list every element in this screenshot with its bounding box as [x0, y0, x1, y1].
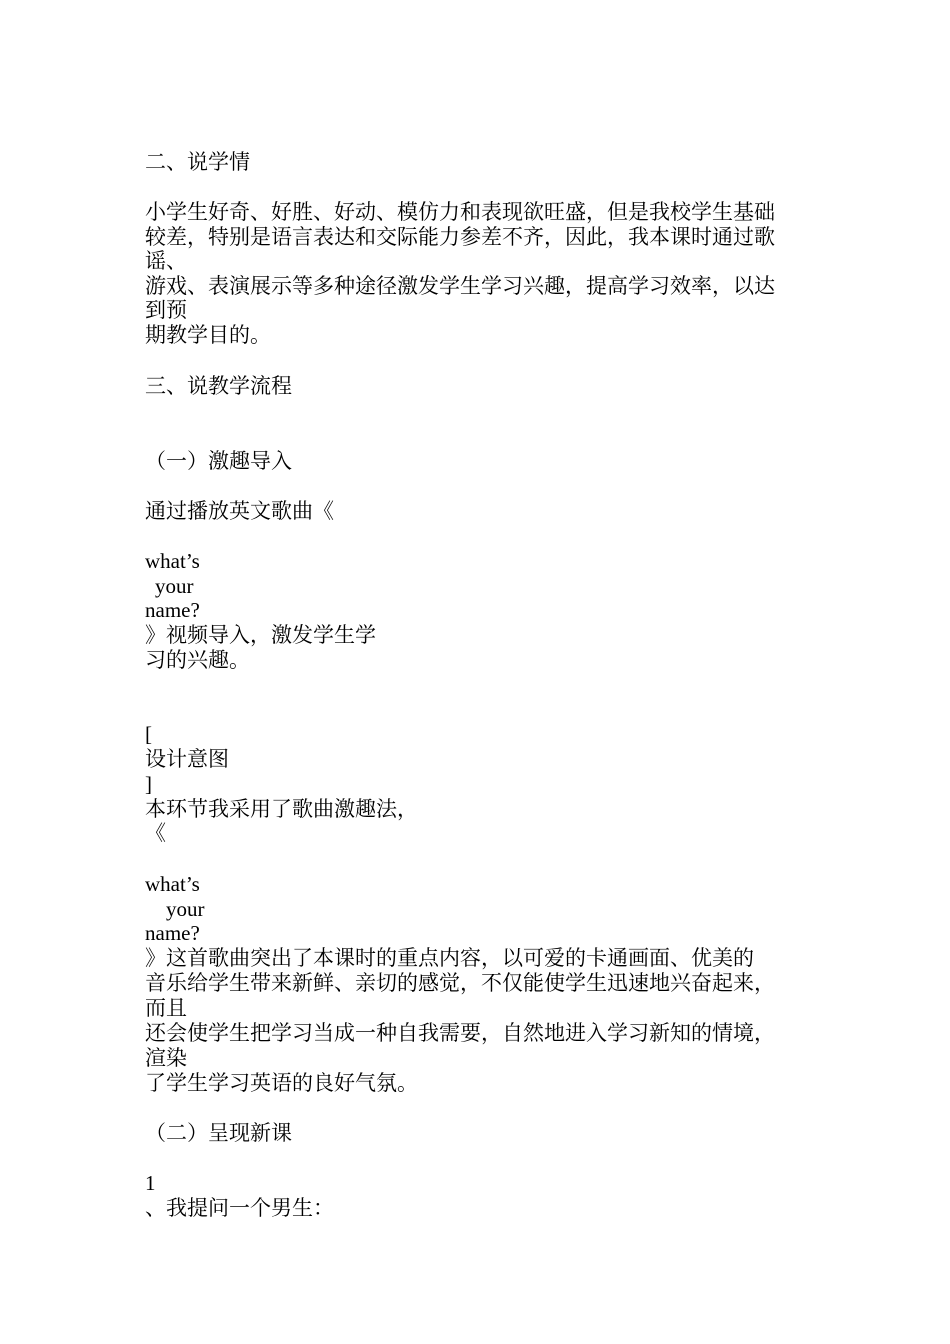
step-number: 1	[145, 1171, 156, 1195]
paragraph-line: 《	[145, 821, 166, 845]
document-page	[145, 0, 825, 1344]
subsection-heading-lead-in: （一）激趣导入	[145, 449, 292, 473]
design-intent-label: 设计意图	[145, 747, 229, 771]
paragraph-line: 而且	[145, 996, 187, 1020]
design-open-bracket: [	[145, 722, 152, 746]
paragraph-line: 习的兴趣。	[145, 648, 250, 672]
song-title-line: what’s	[145, 549, 200, 573]
paragraph-line: 到预	[145, 298, 187, 322]
section-heading-teaching-process: 三、说教学流程	[145, 374, 292, 398]
song-title-line: what’s	[145, 872, 200, 896]
paragraph-line: 小学生好奇、好胜、好动、模仿力和表现欲旺盛，但是我校学生基础	[145, 200, 775, 224]
section-heading-learning-situation: 二、说学情	[145, 150, 250, 174]
paragraph-line: 通过播放英文歌曲《	[145, 499, 334, 523]
song-title-line: name?	[145, 598, 200, 622]
design-close-bracket: ]	[145, 772, 152, 796]
paragraph-line: 音乐给学生带来新鲜、亲切的感觉，不仅能使学生迅速地兴奋起来，	[145, 971, 775, 995]
paragraph-line: 》这首歌曲突出了本课时的重点内容，以可爱的卡通画面、优美的	[145, 946, 754, 970]
paragraph-line: 、我提问一个男生：	[145, 1196, 334, 1220]
paragraph-line: 较差，特别是语言表达和交际能力参差不齐，因此，我本课时通过歌	[145, 225, 775, 249]
paragraph-line: 还会使学生把学习当成一种自我需要，自然地进入学习新知的情境，	[145, 1021, 775, 1045]
song-title-line: your	[166, 897, 205, 921]
paragraph-line: 游戏、表演展示等多种途径激发学生学习兴趣，提高学习效率，以达	[145, 274, 775, 298]
paragraph-line: 》视频导入，激发学生学	[145, 623, 376, 647]
paragraph-line: 谣、	[145, 249, 187, 273]
paragraph-line: 了学生学习英语的良好气氛。	[145, 1071, 418, 1095]
song-title-line: your	[155, 574, 194, 598]
paragraph-line: 期教学目的。	[145, 323, 271, 347]
paragraph-line: 本环节我采用了歌曲激趣法，	[145, 797, 418, 821]
song-title-line: name?	[145, 921, 200, 945]
paragraph-line: 渲染	[145, 1046, 187, 1070]
subsection-heading-new-lesson: （二）呈现新课	[145, 1121, 292, 1145]
